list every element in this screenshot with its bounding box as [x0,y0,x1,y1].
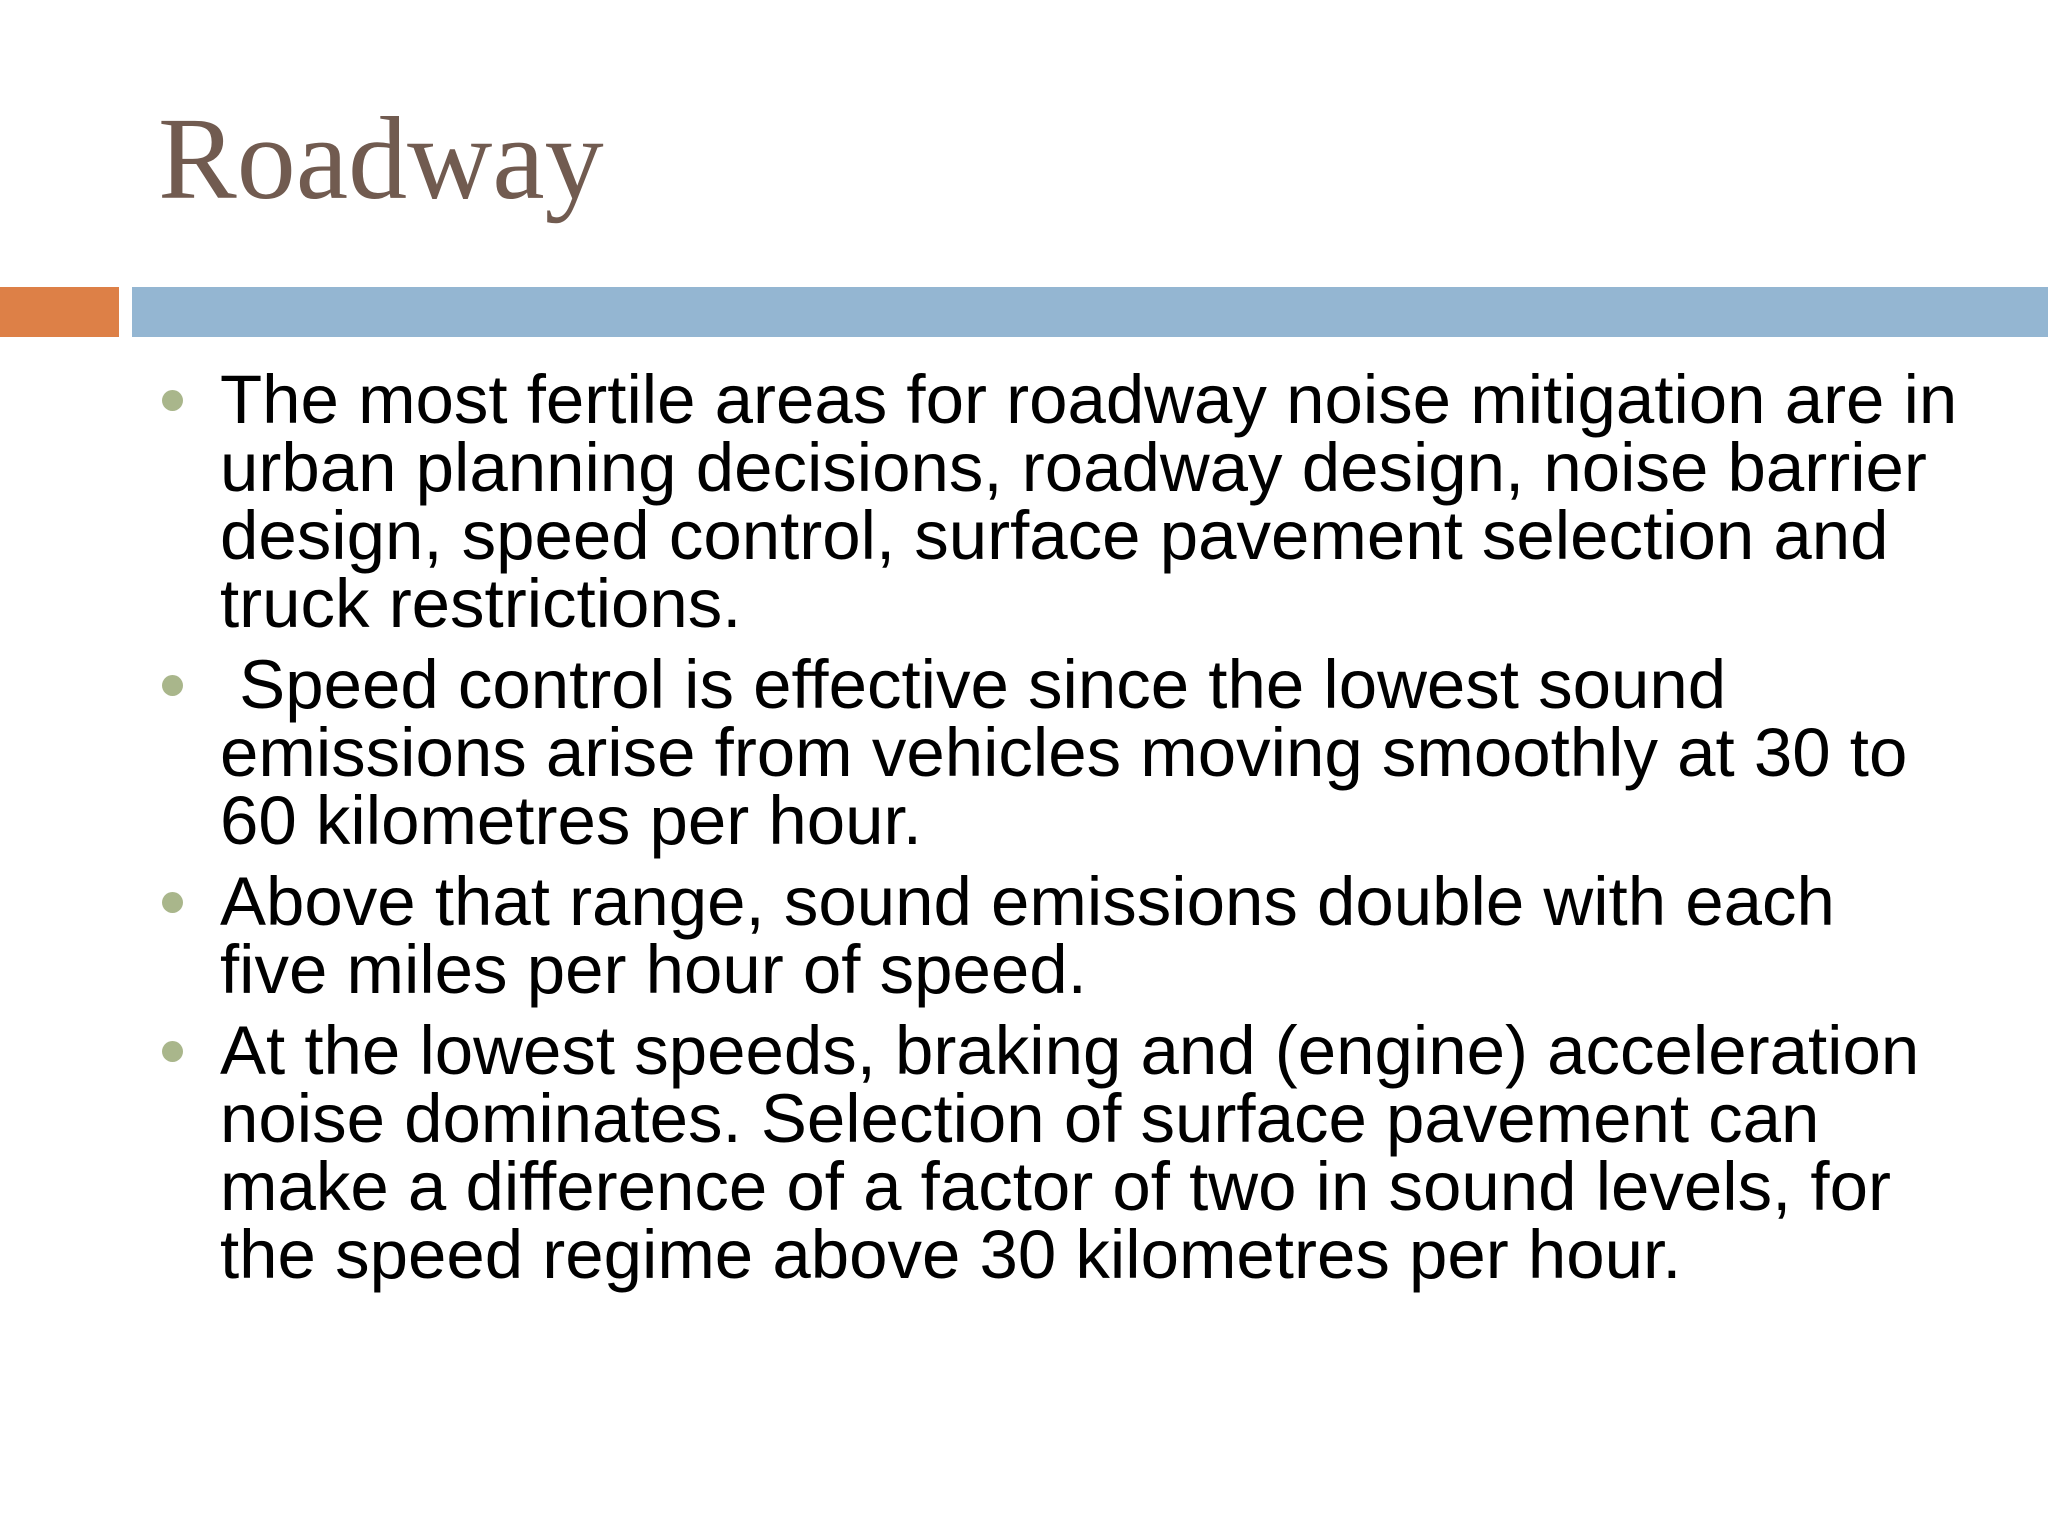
bullet-list [158,361,1958,1302]
bullet-text: The most fertile areas for roadway noise mitigation are in urban planning decisions, roadway design, noise barrier design, speed control, surface pavement selection and truck restrictions. [220,361,1958,642]
slide-title: Roadway [158,93,604,224]
bullet-text: Above that range, sound emissions double with each five miles per hour of speed. [220,863,1835,1008]
bullet-icon [162,1041,183,1062]
bullet-icon [162,892,183,913]
bullet-text: Speed control is effective since the lowest sound emissions arise from vehicles moving smoothly at 30 to 60 kilometres per hour. [220,646,1927,859]
bullet-text: At the lowest speeds, braking and (engine) acceleration noise dominates. Selection of surface pavement can make a difference of a factor of two in sound levels, for the speed regime above 30 kilometres per hour. [220,1012,1920,1293]
bullet-item [158,646,1958,859]
title-divider-bar [132,287,2048,337]
bullet-item [158,1012,1958,1293]
bullet-item [158,863,1958,1008]
bullet-icon [162,675,183,696]
bullet-icon [162,390,183,411]
bullet-item [158,361,1958,642]
title-accent-bar [0,287,119,337]
